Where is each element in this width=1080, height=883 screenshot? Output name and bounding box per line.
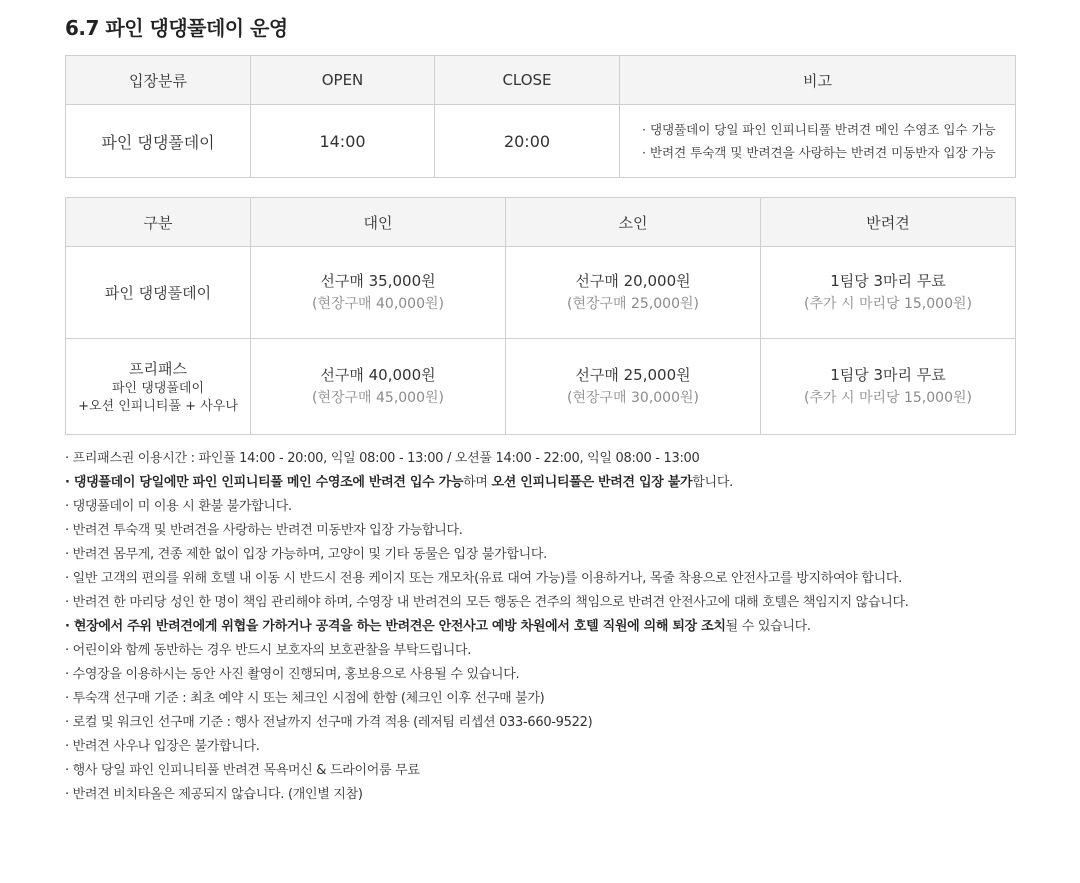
note-item: · 반려견 몸무게, 견종 제한 없이 입장 가능하며, 고양이 및 기타 동물은 입장 불가합니다. <box>65 547 547 562</box>
header-category: 구분 <box>66 198 251 247</box>
child-onsite-price: (현장구매 30,000원) <box>567 389 699 406</box>
open-time-cell: 14:00 <box>251 105 435 178</box>
note-item: · 투숙객 선구매 기준 : 최초 예약 시 또는 체크인 시점에 한함 (체크인 이후 선구매 불가) <box>65 691 545 706</box>
category-cell <box>66 247 251 339</box>
note-emphasis: · 현장에서 주위 반려견에게 위협을 가하거나 공격을 하는 반려견은 안전사고 예방 차원에서 호텔 직원에 의해 퇴장 조치 <box>65 619 726 634</box>
note-item: · 댕댕풀데이 미 이용 시 환불 불가합니다. <box>65 499 292 514</box>
category-label: 파인 댕댕풀데이 <box>104 283 212 302</box>
note-item <box>65 471 1045 495</box>
close-time-cell: 20:00 <box>435 105 620 178</box>
note-item: · 일반 고객의 편의를 위해 호텔 내 이동 시 반드시 전용 케이지 또는 개모차(유료 대여 가능)를 이용하거나, 목줄 착용으로 안전사고를 방지하여야 합니다. <box>65 571 903 586</box>
header-close: CLOSE <box>435 56 620 105</box>
table-row <box>66 247 1016 339</box>
adult-presale-price: 선구매 40,000원 <box>320 365 436 384</box>
category-detail: +오션 인피니티풀 + 사우나 <box>78 398 238 414</box>
section-title: 6.7 파인 댕댕풀데이 운영 <box>65 16 288 40</box>
price-table-header <box>66 198 1016 247</box>
note-emphasis: 오션 인피니티풀은 반려견 입장 불가 <box>491 475 693 490</box>
pet-price-cell <box>761 247 1016 339</box>
note-emphasis: · 댕댕풀데이 당일에만 파인 인피니티풀 메인 수영조에 반려견 입수 가능 <box>65 475 464 490</box>
note-item: · 프리패스권 이용시간 : 파인풀 14:00 - 20:00, 익일 08:00 - 13:00 / 오션풀 14:00 - 22:00, 익일 08:00 - 13:00 <box>65 451 700 466</box>
adult-presale-price: 선구매 35,000원 <box>320 271 436 290</box>
pet-free-policy: 1팀당 3마리 무료 <box>830 365 946 384</box>
header-entry-category: 입장분류 <box>66 56 251 105</box>
note-item: · 수영장을 이용하시는 동안 사진 촬영이 진행되며, 홍보용으로 사용될 수 있습니다. <box>65 667 520 682</box>
pet-extra-fee: (추가 시 마리당 15,000원) <box>804 389 972 406</box>
note-item: · 반려견 한 마리당 성인 한 명이 책임 관리해야 하며, 수영장 내 반려견의 모든 행동은 견주의 책임으로 반려견 안전사고에 대해 호텔은 책임지지 않습니다. <box>65 595 909 610</box>
table-row <box>66 339 1016 435</box>
header-open: OPEN <box>251 56 435 105</box>
entry-category-cell: 파인 댕댕풀데이 <box>66 105 251 178</box>
child-price-cell <box>506 247 761 339</box>
notes-list <box>65 447 1045 807</box>
child-onsite-price: (현장구매 25,000원) <box>567 295 699 312</box>
note-item: · 어린이와 함께 동반하는 경우 반드시 보호자의 보호관찰을 부탁드립니다. <box>65 643 472 658</box>
header-remarks: 비고 <box>620 56 1016 105</box>
note-item <box>65 615 1045 639</box>
note-text: 될 수 있습니다. <box>725 619 811 634</box>
category-detail: 파인 댕댕풀데이 <box>111 380 205 396</box>
note-item: · 반려견 비치타올은 제공되지 않습니다. (개인별 지참) <box>65 787 363 802</box>
adult-price-cell <box>251 339 506 435</box>
hours-table-row <box>66 105 1016 178</box>
note-item: · 반려견 투숙객 및 반려견을 사랑하는 반려견 미동반자 입장 가능합니다. <box>65 523 463 538</box>
remarks-cell <box>620 105 1016 178</box>
adult-price-cell <box>251 247 506 339</box>
note-item: · 행사 당일 파인 인피니티풀 반려견 목욕머신 & 드라이어룸 무료 <box>65 763 420 778</box>
note-item: · 로컬 및 워크인 선구매 기준 : 행사 전날까지 선구매 가격 적용 (레저팀 리셉션 033-660-9522) <box>65 715 593 730</box>
note-text: 합니다. <box>692 475 733 490</box>
operating-hours-table <box>65 55 1016 178</box>
header-pet: 반려견 <box>761 198 1016 247</box>
child-price-cell <box>506 339 761 435</box>
note-item: · 반려견 사우나 입장은 불가합니다. <box>65 739 260 754</box>
adult-onsite-price: (현장구매 40,000원) <box>312 295 444 312</box>
remark-line: · 댕댕풀데이 당일 파인 인피니티풀 반려견 메인 수영조 입수 가능 <box>642 122 996 137</box>
remark-line: · 반려견 투숙객 및 반려견을 사랑하는 반려견 미동반자 입장 가능 <box>642 145 996 160</box>
category-cell <box>66 339 251 435</box>
child-presale-price: 선구매 20,000원 <box>575 271 691 290</box>
hours-table-header <box>66 56 1016 105</box>
header-child: 소인 <box>506 198 761 247</box>
pet-price-cell <box>761 339 1016 435</box>
header-adult: 대인 <box>251 198 506 247</box>
adult-onsite-price: (현장구매 45,000원) <box>312 389 444 406</box>
pet-free-policy: 1팀당 3마리 무료 <box>830 271 946 290</box>
price-table <box>65 197 1016 435</box>
child-presale-price: 선구매 25,000원 <box>575 365 691 384</box>
note-text: 하며 <box>463 475 492 490</box>
category-label: 프리패스 <box>129 359 187 378</box>
pet-extra-fee: (추가 시 마리당 15,000원) <box>804 295 972 312</box>
